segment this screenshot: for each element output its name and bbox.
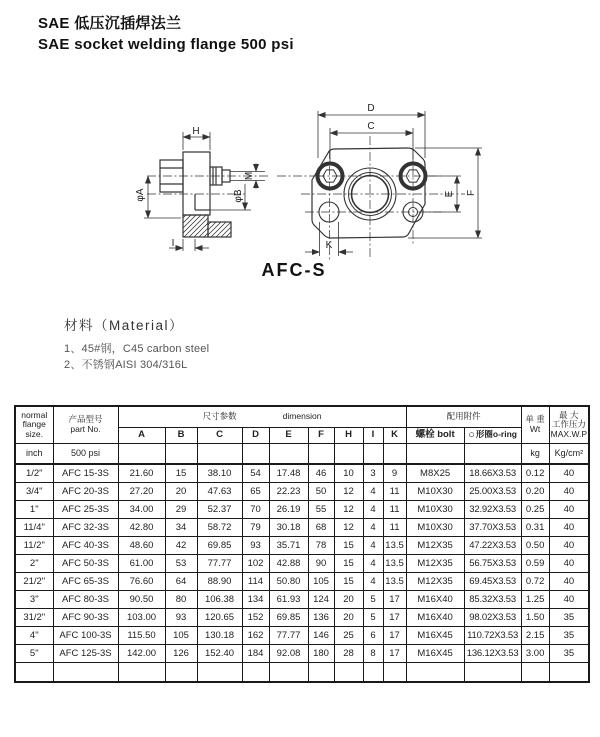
cell-weight: 0.72 xyxy=(521,572,549,590)
cell-k: 11 xyxy=(383,482,406,500)
table-row xyxy=(15,554,589,572)
cell-flange-size: 11/2" xyxy=(15,536,53,554)
cell-d: 70 xyxy=(242,500,269,518)
cell-f: 146 xyxy=(308,626,334,644)
cell-b: 29 xyxy=(165,500,197,518)
cell-i: 6 xyxy=(363,626,383,644)
o-ring-icon: ○ xyxy=(468,429,475,441)
cell-d: 65 xyxy=(242,482,269,500)
cell-f: 180 xyxy=(308,644,334,662)
dim-label-d: D xyxy=(367,103,375,114)
cell-part-no: AFC 80-3S xyxy=(53,590,118,608)
table-row xyxy=(15,644,589,662)
cell-flange-size: 3/4" xyxy=(15,482,53,500)
cell-k: 13.5 xyxy=(383,536,406,554)
header-col-b: B xyxy=(165,427,197,443)
cell-d: 152 xyxy=(242,608,269,626)
cell-c: 52.37 xyxy=(197,500,242,518)
dim-label-m: M xyxy=(244,171,255,181)
cell-e: 69.85 xyxy=(269,608,308,626)
cell-e: 22.23 xyxy=(269,482,308,500)
material-heading: 材料（Material） xyxy=(64,318,185,333)
cell-weight: 0.20 xyxy=(521,482,549,500)
cell-part-no: AFC 40-3S xyxy=(53,536,118,554)
cell-e: 92.08 xyxy=(269,644,308,662)
cell-a: 61.00 xyxy=(118,554,165,572)
cell-f: 105 xyxy=(308,572,334,590)
cell-e: 30.18 xyxy=(269,518,308,536)
cell-flange-size: 3" xyxy=(15,590,53,608)
dim-label-h: H xyxy=(192,126,200,137)
model-label: AFC-S xyxy=(261,260,327,280)
cell-k: 11 xyxy=(383,518,406,536)
cell-weight: 0.12 xyxy=(521,464,549,482)
cell-h: 15 xyxy=(334,536,363,554)
header-max-wp-en: MAX.W.P xyxy=(550,428,588,439)
header-accessories-group: 配用附件 xyxy=(406,406,521,427)
cell-f: 55 xyxy=(308,500,334,518)
cell-b: 20 xyxy=(165,482,197,500)
cell-h: 12 xyxy=(334,500,363,518)
cell-a: 42.80 xyxy=(118,518,165,536)
cell-k: 17 xyxy=(383,644,406,662)
cell-max-wp: 35 xyxy=(549,626,589,644)
cell-part-no: AFC 32-3S xyxy=(53,518,118,536)
cell-c: 77.77 xyxy=(197,554,242,572)
material-item-2: 2、不锈钢AISI 304/316L xyxy=(64,359,188,371)
cell-weight: 0.31 xyxy=(521,518,549,536)
cell-bolt: M10X30 xyxy=(406,500,464,518)
cell-b: 93 xyxy=(165,608,197,626)
cell-h: 20 xyxy=(334,590,363,608)
cell-i: 4 xyxy=(363,536,383,554)
cell-d: 102 xyxy=(242,554,269,572)
cell-b: 53 xyxy=(165,554,197,572)
cell-h: 28 xyxy=(334,644,363,662)
header-weight-en: Wt xyxy=(529,423,541,434)
cell-max-wp: 40 xyxy=(549,572,589,590)
cell-max-wp: 40 xyxy=(549,554,589,572)
page-title-zh: SAE 低压沉插焊法兰 xyxy=(38,15,182,32)
cell-part-no: AFC 20-3S xyxy=(53,482,118,500)
cell-k: 9 xyxy=(383,464,406,482)
cell-d: 114 xyxy=(242,572,269,590)
cell-flange-size: 1" xyxy=(15,500,53,518)
unit-weight: kg xyxy=(521,443,549,464)
cell-weight: 2.15 xyxy=(521,626,549,644)
header-flange-size: normal flange size. xyxy=(15,406,53,443)
cell-b: 105 xyxy=(165,626,197,644)
cell-weight: 0.59 xyxy=(521,554,549,572)
units-row xyxy=(15,443,589,464)
header-oring xyxy=(464,427,521,443)
cell-c: 47.63 xyxy=(197,482,242,500)
header-part-no-en: part No. xyxy=(70,423,101,434)
cell-oring: 32.92X3.53 xyxy=(464,500,521,518)
header-col-c: C xyxy=(197,427,242,443)
cell-weight: 0.25 xyxy=(521,500,549,518)
dim-label-i: I xyxy=(171,238,175,249)
cell-a: 115.50 xyxy=(118,626,165,644)
header-max-wp xyxy=(549,406,589,443)
cell-c: 58.72 xyxy=(197,518,242,536)
cell-a: 90.50 xyxy=(118,590,165,608)
cell-max-wp: 35 xyxy=(549,644,589,662)
header-bolt: 螺栓 bolt xyxy=(406,427,464,443)
cell-part-no: AFC 100-3S xyxy=(53,626,118,644)
cell-oring: 56.75X3.53 xyxy=(464,554,521,572)
header-col-e: E xyxy=(269,427,308,443)
table-row xyxy=(15,500,589,518)
cell-part-no: AFC 125-3S xyxy=(53,644,118,662)
unit-max-wp: Kg/cm² xyxy=(549,443,589,464)
cell-flange-size: 1/2" xyxy=(15,464,53,482)
table-header xyxy=(15,406,589,443)
cell-part-no: AFC 15-3S xyxy=(53,464,118,482)
cell-h: 12 xyxy=(334,482,363,500)
cell-bolt: M12X35 xyxy=(406,536,464,554)
cell-d: 134 xyxy=(242,590,269,608)
cell-bolt: M10X30 xyxy=(406,518,464,536)
table-row xyxy=(15,626,589,644)
header-dim-zh: 尺寸参数 xyxy=(202,411,237,421)
cell-weight: 0.50 xyxy=(521,536,549,554)
cell-i: 3 xyxy=(363,464,383,482)
cell-bolt: M16X45 xyxy=(406,644,464,662)
cell-e: 50.80 xyxy=(269,572,308,590)
cell-h: 25 xyxy=(334,626,363,644)
cell-k: 11 xyxy=(383,500,406,518)
cell-c: 120.65 xyxy=(197,608,242,626)
cell-a: 76.60 xyxy=(118,572,165,590)
cell-part-no: AFC 25-3S xyxy=(53,500,118,518)
cell-b: 64 xyxy=(165,572,197,590)
header-oring-label: 形圈o-ring xyxy=(475,429,517,440)
header-col-i: I xyxy=(363,427,383,443)
table-row xyxy=(15,464,589,482)
header-part-no xyxy=(53,406,118,443)
cell-i: 4 xyxy=(363,572,383,590)
cell-e: 35.71 xyxy=(269,536,308,554)
cell-weight: 1.50 xyxy=(521,608,549,626)
cell-i: 5 xyxy=(363,590,383,608)
cell-f: 124 xyxy=(308,590,334,608)
header-col-a: A xyxy=(118,427,165,443)
cell-max-wp: 40 xyxy=(549,590,589,608)
cell-e: 61.93 xyxy=(269,590,308,608)
table-row xyxy=(15,536,589,554)
cell-weight: 3.00 xyxy=(521,644,549,662)
cell-a: 103.00 xyxy=(118,608,165,626)
cell-max-wp: 40 xyxy=(549,482,589,500)
cell-f: 136 xyxy=(308,608,334,626)
cell-k: 17 xyxy=(383,626,406,644)
cell-k: 17 xyxy=(383,608,406,626)
cell-c: 106.38 xyxy=(197,590,242,608)
cell-max-wp: 40 xyxy=(549,500,589,518)
cell-c: 130.18 xyxy=(197,626,242,644)
cell-f: 46 xyxy=(308,464,334,482)
header-col-f: F xyxy=(308,427,334,443)
cell-flange-size: 31/2" xyxy=(15,608,53,626)
header-dim-en: dimension xyxy=(282,411,322,421)
cell-bolt: M8X25 xyxy=(406,464,464,482)
cell-flange-size: 11/4" xyxy=(15,518,53,536)
header-max-wp-zh1: 最 大 xyxy=(559,409,579,420)
cell-oring: 110.72X3.53 xyxy=(464,626,521,644)
table-row xyxy=(15,482,589,500)
header-weight-zh: 单 重 xyxy=(525,414,545,425)
header-col-k: K xyxy=(383,427,406,443)
side-view xyxy=(144,132,316,251)
cell-oring: 37.70X3.53 xyxy=(464,518,521,536)
cell-part-no: AFC 90-3S xyxy=(53,608,118,626)
table-row xyxy=(15,518,589,536)
cell-b: 34 xyxy=(165,518,197,536)
cell-b: 42 xyxy=(165,536,197,554)
cell-i: 4 xyxy=(363,518,383,536)
cell-max-wp: 40 xyxy=(549,464,589,482)
cell-bolt: M16X45 xyxy=(406,626,464,644)
cell-d: 79 xyxy=(242,518,269,536)
header-weight xyxy=(521,406,549,443)
table-row xyxy=(15,590,589,608)
front-view xyxy=(301,111,482,260)
table-body xyxy=(15,464,589,662)
technical-drawing xyxy=(105,88,515,270)
cell-e: 17.48 xyxy=(269,464,308,482)
unit-part: 500 psi xyxy=(53,443,118,464)
cell-flange-size: 4" xyxy=(15,626,53,644)
dim-label-k: K xyxy=(325,240,333,251)
header-max-wp-zh2: 工作压力 xyxy=(551,419,586,429)
cell-k: 13.5 xyxy=(383,572,406,590)
cell-f: 78 xyxy=(308,536,334,554)
cell-i: 4 xyxy=(363,482,383,500)
cell-oring: 136.12X3.53 xyxy=(464,644,521,662)
unit-size: inch xyxy=(15,443,53,464)
header-part-no-zh: 产品型号 xyxy=(68,414,103,425)
cell-c: 38.10 xyxy=(197,464,242,482)
page-title-en: SAE socket welding flange 500 psi xyxy=(38,36,294,53)
cell-i: 4 xyxy=(363,500,383,518)
page-header xyxy=(38,13,294,55)
dimension-table xyxy=(14,405,590,683)
cell-b: 80 xyxy=(165,590,197,608)
cell-k: 13.5 xyxy=(383,554,406,572)
header-col-h: H xyxy=(334,427,363,443)
cell-oring: 98.02X3.53 xyxy=(464,608,521,626)
cell-max-wp: 40 xyxy=(549,518,589,536)
cell-d: 93 xyxy=(242,536,269,554)
cell-c: 152.40 xyxy=(197,644,242,662)
cell-oring: 18.66X3.53 xyxy=(464,464,521,482)
cell-max-wp: 35 xyxy=(549,608,589,626)
cell-weight: 1.25 xyxy=(521,590,549,608)
dim-label-e: E xyxy=(444,190,455,198)
header-col-d: D xyxy=(242,427,269,443)
cell-h: 15 xyxy=(334,572,363,590)
header-dimension-group xyxy=(118,406,406,427)
cell-oring: 85.32X3.53 xyxy=(464,590,521,608)
cell-flange-size: 5" xyxy=(15,644,53,662)
material-item-1: 1、45#钢，C45 carbon steel xyxy=(64,343,210,355)
dim-label-phi-b: φB xyxy=(233,189,244,203)
cell-a: 48.60 xyxy=(118,536,165,554)
cell-h: 12 xyxy=(334,518,363,536)
cell-k: 17 xyxy=(383,590,406,608)
cell-max-wp: 40 xyxy=(549,536,589,554)
cell-h: 15 xyxy=(334,554,363,572)
cell-b: 126 xyxy=(165,644,197,662)
cell-c: 88.90 xyxy=(197,572,242,590)
cell-bolt: M12X35 xyxy=(406,554,464,572)
cell-h: 20 xyxy=(334,608,363,626)
table-row xyxy=(15,572,589,590)
cell-d: 162 xyxy=(242,626,269,644)
cell-d: 54 xyxy=(242,464,269,482)
cell-bolt: M12X35 xyxy=(406,572,464,590)
cell-flange-size: 2" xyxy=(15,554,53,572)
cell-a: 34.00 xyxy=(118,500,165,518)
cell-i: 8 xyxy=(363,644,383,662)
cell-oring: 47.22X3.53 xyxy=(464,536,521,554)
cell-f: 50 xyxy=(308,482,334,500)
cell-a: 27.20 xyxy=(118,482,165,500)
cell-a: 142.00 xyxy=(118,644,165,662)
cell-bolt: M10X30 xyxy=(406,482,464,500)
cell-f: 90 xyxy=(308,554,334,572)
cell-part-no: AFC 50-3S xyxy=(53,554,118,572)
table-row xyxy=(15,608,589,626)
cell-f: 68 xyxy=(308,518,334,536)
cell-oring: 25.00X3.53 xyxy=(464,482,521,500)
table-footer-spacer xyxy=(15,662,589,682)
cell-a: 21.60 xyxy=(118,464,165,482)
cell-part-no: AFC 65-3S xyxy=(53,572,118,590)
cell-e: 42.88 xyxy=(269,554,308,572)
cell-i: 4 xyxy=(363,554,383,572)
cell-e: 77.77 xyxy=(269,626,308,644)
cell-flange-size: 21/2" xyxy=(15,572,53,590)
dim-label-f: F xyxy=(466,189,477,197)
units-row-body xyxy=(15,443,589,464)
cell-b: 15 xyxy=(165,464,197,482)
flange-drawing-svg xyxy=(105,88,515,270)
dim-label-c: C xyxy=(367,121,375,132)
cell-e: 26.19 xyxy=(269,500,308,518)
cell-c: 69.85 xyxy=(197,536,242,554)
empty-row xyxy=(15,662,589,682)
material-section xyxy=(64,314,209,373)
cell-oring: 69.45X3.53 xyxy=(464,572,521,590)
cell-h: 10 xyxy=(334,464,363,482)
cell-d: 184 xyxy=(242,644,269,662)
cell-bolt: M16X40 xyxy=(406,590,464,608)
cell-bolt: M16X40 xyxy=(406,608,464,626)
dim-label-phi-a: φA xyxy=(135,188,146,202)
cell-i: 5 xyxy=(363,608,383,626)
